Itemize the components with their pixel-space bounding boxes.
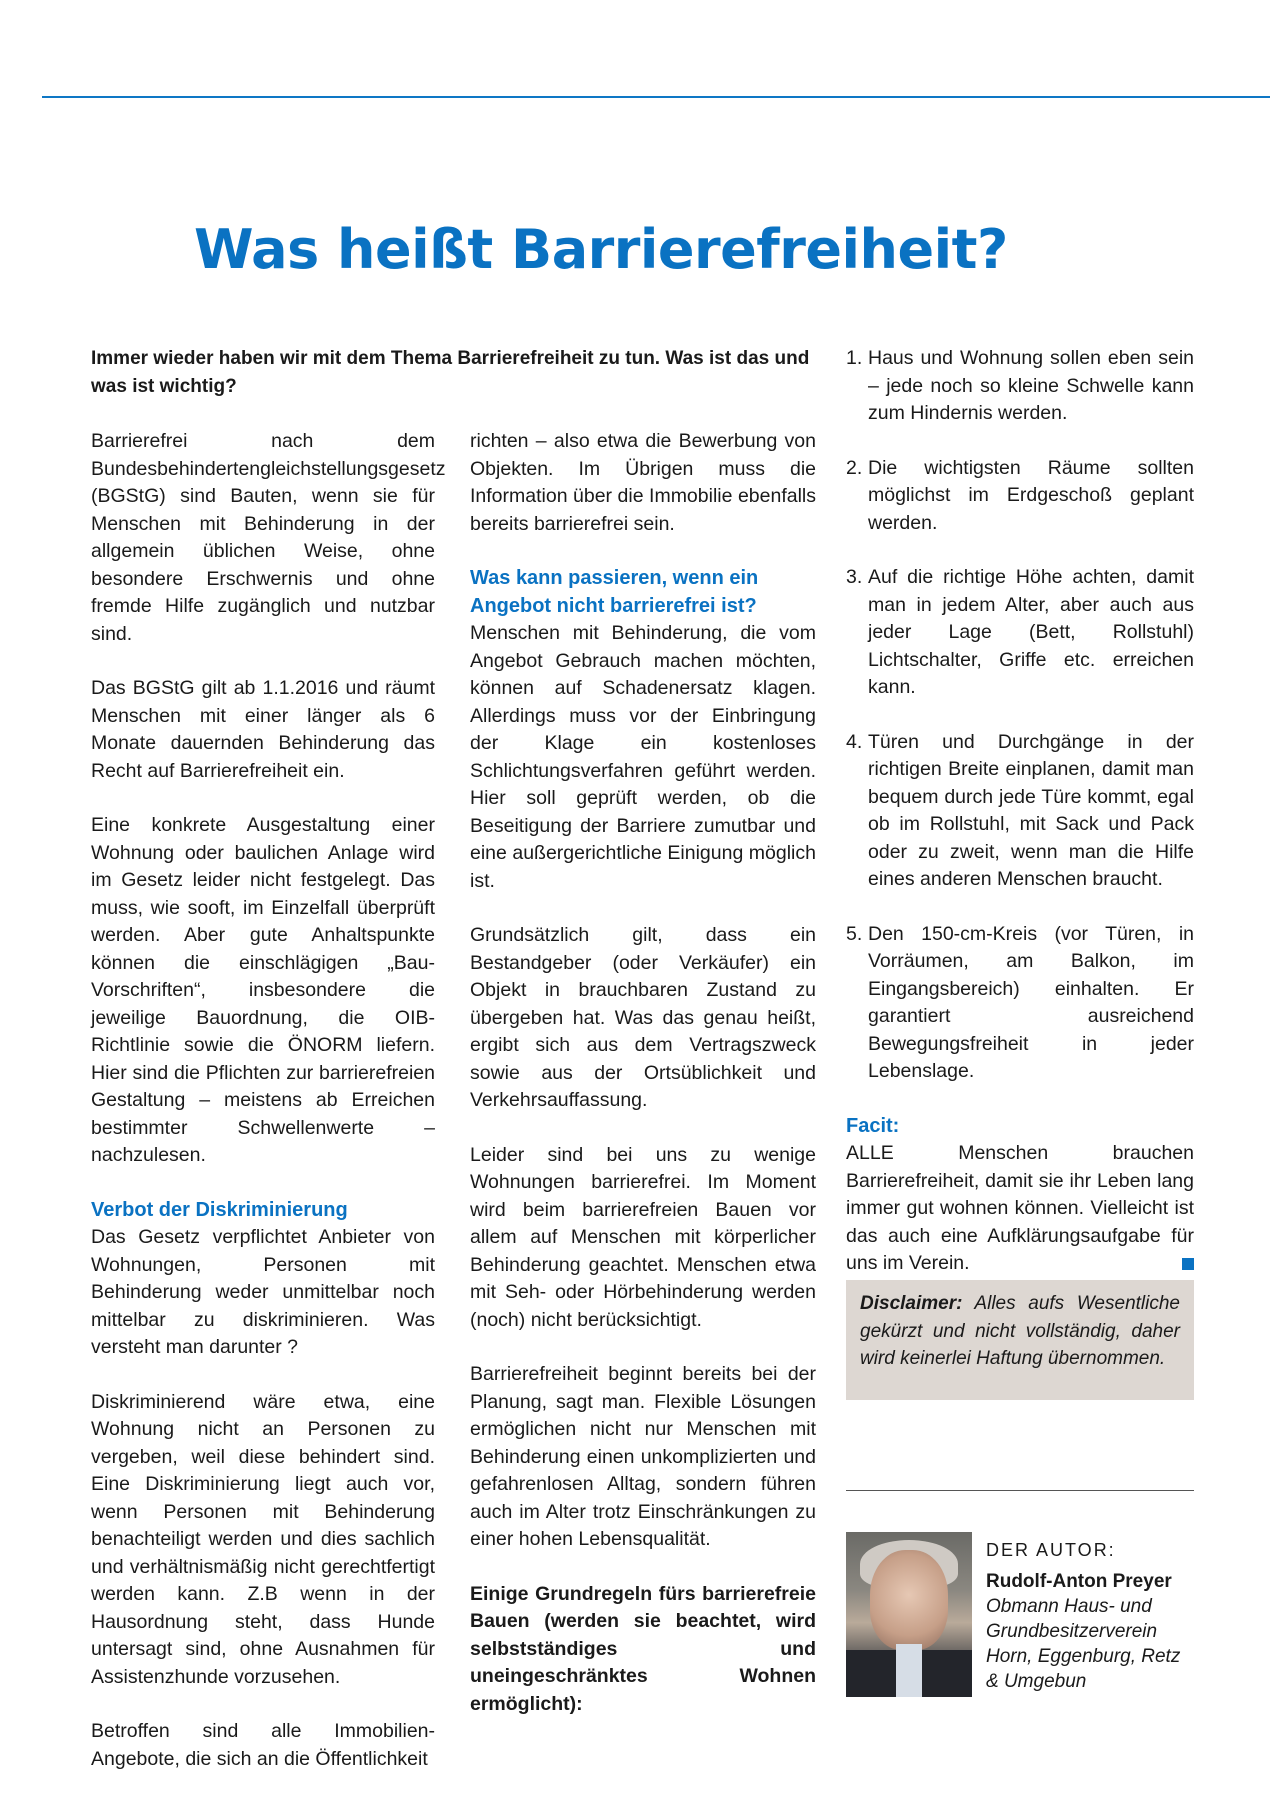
paragraph: Leider sind bei uns zu wenige Wohnungen barrierefrei. Im Moment wird beim barrierefreien Bauen vor allem auf Menschen mit körperlicher Behinderung geachtet. Menschen etwa mit Seh- oder Hörbehinderung werden (noch) nicht berücksichtigt. [470, 1143, 816, 1331]
author-role: Obmann Haus- und Grundbesitzerverein Horn, Eggenburg, Retz & Umgebun [986, 1596, 1181, 1692]
paragraph: Eine konkrete Ausgestaltung einer Wohnung oder baulichen Anlage wird im Gesetz leider nicht festgelegt. Das muss, wie sooft, im Einzelfall überprüft werden. Aber gute Anhaltspunkte können die einschlägigen „Bau-Vorschriften“, insbesondere die jeweilige Bauordnung, die OIB-Richtlinie sowie die ÖNORM liefern. Hier sind die Pflichten zur barrierefreien Gestaltung – meistens ab Erreichen bestimmter Schwellenwerte – nachzulesen. [91, 814, 435, 1166]
column-1 [91, 428, 446, 1800]
paragraph: Barrierefreiheit beginnt bereits bei der Planung, sagt man. Flexible Lösungen ermöglichen nicht nur Menschen mit Behinderung einen unkomplizierten und gefahrenlosen Alltag, sondern führen auch im Alter trotz Einschränkungen zu einer hohen Lebensqualität. [470, 1363, 816, 1550]
list-number: 1. [846, 347, 863, 369]
list-number: 5. [846, 922, 863, 945]
paragraph: Diskriminierend wäre etwa, eine Wohnung nicht an Personen zu vergeben, weil diese behindert sind. Eine Diskriminierung liegt auch vor, wenn Personen mit Behinderung benachteiligt werden und dies sachlich und verhältnismäßig nicht gerechtfertigt werden kann. Z.B wenn in der Hausordnung steht, dass Hunde untersagt sind, ohne Ausnahmen für Assistenzhunde vorzusehen. [91, 1390, 435, 1688]
disclaimer-box [846, 1280, 1194, 1400]
column-2 [470, 428, 816, 1718]
list-item [846, 345, 1194, 428]
list-item [846, 729, 1194, 894]
list-item [846, 455, 1194, 538]
paragraph: Betroffen sind alle Immobilien-Angebote, die sich an die Öffentlichkeit [91, 1720, 435, 1770]
facit-body: ALLE Menschen brauchen Barrierefreiheit, damit sie ihr Leben lang immer gut wohnen können. Vielleicht ist das auch eine Aufklärungsaufgabe für uns im Verein. [846, 1142, 1194, 1274]
paragraph: Das Gesetz verpflichtet Anbieter von Wohnungen, Personen mit Behinderung weder unmittelbar noch mittelbar zu diskriminieren. Was versteht man darunter ? [91, 1226, 435, 1358]
top-rule [42, 96, 1270, 98]
list-text: Auf die richtige Höhe achten, damit man in jedem Alter, aber auch aus jeder Lage (Bett, Rollstuhl) Lichtschalter, Griffe etc. erreichen kann. [868, 566, 1194, 698]
end-mark-icon [1182, 1258, 1194, 1270]
list-text: Türen und Durchgänge in der richtigen Breite einplanen, damit man bequem durch jede Türe kommt, egal ob im Rollstuhl, mit Sack und Pack oder zu zweit, wenn man die Hilfe eines anderen Menschen braucht. [868, 730, 1194, 890]
list-number: 4. [846, 730, 863, 753]
grundregeln-intro: Einige Grundregeln fürs barrierefreie Bauen (werden sie beachtet, wird selbstständiges und uneingeschränktes Wohnen ermöglicht): [470, 1582, 816, 1715]
column-3 [846, 345, 1194, 1305]
subheading-was-kann-passieren: Was kann passieren, wenn ein Angebot nicht barrierefrei ist? [470, 567, 759, 617]
disclaimer-label: Disclaimer: [860, 1293, 963, 1314]
author-name: Rudolf-Anton Preyer [986, 1571, 1172, 1592]
subheading-diskriminierung: Verbot der Diskriminierung [91, 1198, 348, 1221]
author-photo [846, 1532, 972, 1697]
list-number: 2. [846, 456, 863, 479]
lead-paragraph: Immer wieder haben wir mit dem Thema Barrierefreiheit zu tun. Was ist das und was ist wichtig? [91, 348, 810, 397]
list-number: 3. [846, 566, 863, 588]
disclaimer-text: Alles aufs Wesentliche gekürzt und nicht vollständig, daher wird keinerlei Haftung übernommen. [860, 1293, 1180, 1369]
paragraph: Barrierefrei nach dem Bundesbehindertengleichstellungsgesetz (BGStG) sind Bauten, wenn sie für Menschen mit Behinderung in der allgemein üblichen Weise, ohne besondere Erschwernis und ohne fremde Hilfe zugänglich und nutzbar sind. [91, 430, 446, 645]
page-title: Was heißt Barrierefreiheit? [194, 218, 1008, 281]
list-item [846, 564, 1194, 702]
author-box [986, 1538, 1194, 1694]
paragraph: Menschen mit Behinderung, die vom Angebot Gebrauch machen möchten, können auf Schadenersatz klagen. Allerdings muss vor der Einbringung der Klage ein kostenloses Schlichtungsverfahren geführt werden. Hier soll geprüft werden, ob die Beseitigung der Barriere zumutbar und eine außergerichtliche Einigung möglich ist. [470, 622, 816, 892]
rules-list [846, 345, 1194, 1086]
facit-heading: Facit: [846, 1114, 900, 1137]
list-item [846, 921, 1194, 1086]
list-text: Die wichtigsten Räume sollten möglichst im Erdgeschoß geplant werden. [868, 456, 1194, 534]
author-divider [846, 1490, 1194, 1491]
list-text: Haus und Wohnung sollen eben sein – jede noch so kleine Schwelle kann zum Hindernis werden. [868, 347, 1194, 424]
author-label: DER AUTOR: [986, 1540, 1116, 1560]
list-text: Den 150-cm-Kreis (vor Türen, in Vorräumen, am Balkon, im Eingangsbereich) einhalten. Er garantiert ausreichend Bewegungsfreiheit in jeder Lebenslage. [868, 922, 1194, 1082]
paragraph: Grundsätzlich gilt, dass ein Bestandgeber (oder Verkäufer) ein Objekt in brauchbaren Zustand zu übergeben hat. Was das genau heißt, ergibt sich aus dem Vertragszweck sowie aus der Ortsüblichkeit und Verkehrsauffassung. [470, 924, 816, 1111]
paragraph: richten – also etwa die Bewerbung von Objekten. Im Übrigen muss die Information über die Immobilie ebenfalls bereits barrierefrei sein. [470, 430, 816, 535]
paragraph: Das BGStG gilt ab 1.1.2016 und räumt Menschen mit einer länger als 6 Monate dauernden Behinderung das Recht auf Barrierefreiheit ein. [91, 677, 435, 782]
facit-text [846, 1140, 1194, 1278]
